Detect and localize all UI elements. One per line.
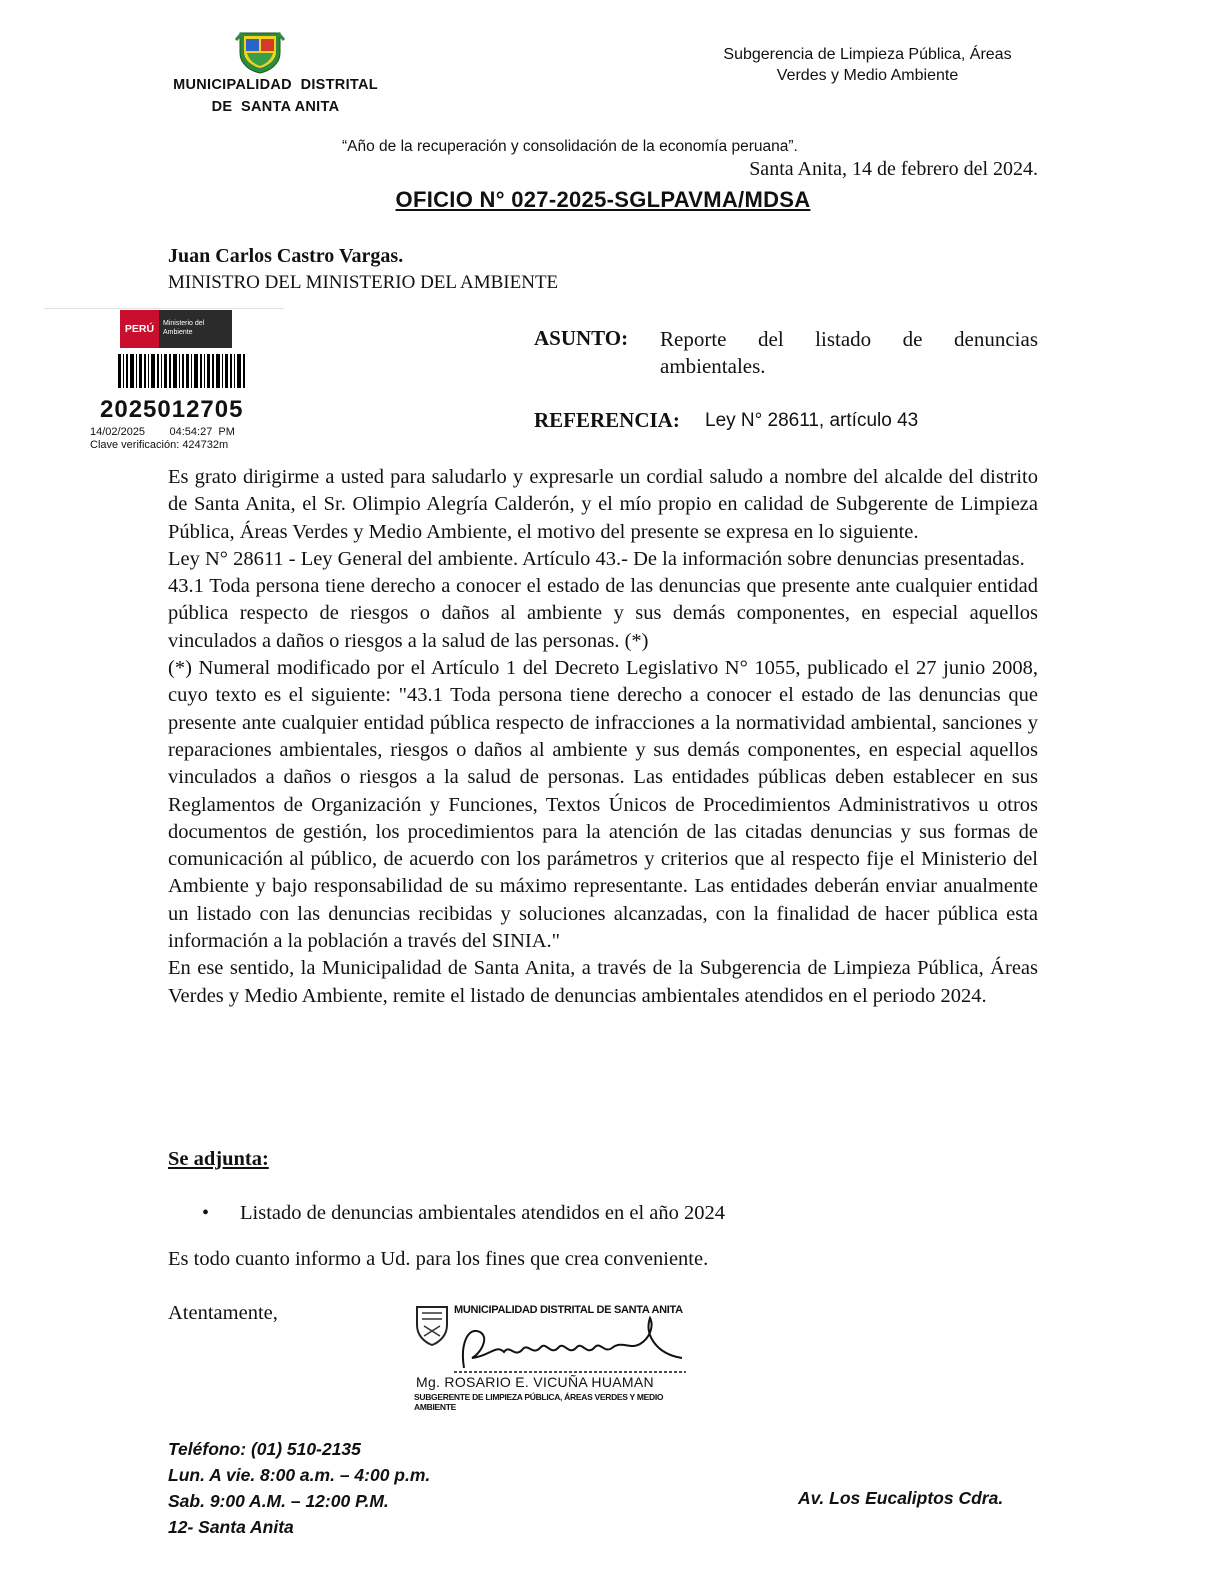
signature-stamp [410, 1300, 690, 1412]
attachments-label: Se adjunta: [168, 1148, 269, 1170]
barcode-icon [118, 354, 248, 388]
reference-label: REFERENCIA: [534, 408, 680, 432]
signer-title: SUBGERENTE DE LIMPIEZA PÚBLICA, ÁREAS VERDES Y MEDIO AMBIENTE [414, 1392, 664, 1412]
municipal-seal-icon [414, 1304, 450, 1348]
footer-weekday-hours: Lun. A vie. 8:00 a.m. – 4:00 p.m. [168, 1465, 431, 1485]
footer-phone: Teléfono: (01) 510-2135 [168, 1439, 361, 1459]
footer-address: Av. Los Eucaliptos Cdra. [798, 1488, 1004, 1508]
registry-date-time: 14/02/2025 04:54:27 PM [90, 426, 235, 438]
peru-label: PERÚ [120, 310, 159, 348]
stamp-divider [44, 308, 284, 309]
body-paragraph-intro: Es grato dirigirme a usted para saludarlo y expresarle un cordial saludo a nombre del alcalde del distrito de Santa Anita, el Sr. Olimpio Alegría Calderón, y el mío propio en calidad de Subgerente de Limpieza Pública, Áreas Verdes y Medio Ambiente, el motivo del presente se expresa en lo siguiente. [168, 466, 1038, 543]
handwritten-signature [450, 1314, 690, 1374]
year-motto: “Año de la recuperación y consolidación de la economía peruana”. [342, 138, 798, 155]
bullet-icon: • [202, 1202, 210, 1224]
footer-saturday-hours: Sab. 9:00 A.M. – 12:00 P.M. [168, 1491, 389, 1511]
signer-name: Mg. ROSARIO E. VICUÑA HUAMAN [416, 1374, 654, 1390]
letter-body [168, 464, 1038, 1010]
body-paragraph-law: Ley N° 28611 - Ley General del ambiente. Artículo 43.- De la información sobre denuncias presentadas. [168, 547, 1025, 570]
municipality-line2: DE SANTA ANITA [211, 99, 340, 115]
footer-district: 12- Santa Anita [168, 1517, 294, 1537]
municipality-name [168, 74, 383, 118]
reception-stamp [44, 308, 284, 454]
peru-ministry-badge [120, 310, 232, 348]
letter-date: Santa Anita, 14 de febrero del 2024. [749, 158, 1038, 180]
subject-label: ASUNTO: [534, 326, 629, 350]
verification-key: Clave verificación: 424732m [90, 439, 229, 451]
document-title: OFICIO N° 027-2025-SGLPAVMA/MDSA [395, 187, 811, 212]
registry-number: 2025012705 [100, 396, 244, 423]
addressee-name: Juan Carlos Castro Vargas. [168, 245, 404, 267]
attachment-item: Listado de denuncias ambientales atendidos en el año 2024 [240, 1202, 726, 1224]
reference-value: Ley N° 28611, artículo 43 [705, 410, 919, 431]
registry-datetime [90, 426, 235, 452]
subgerencia-line2: Verdes y Medio Ambiente [776, 67, 959, 84]
addressee-role: MINISTRO DEL MINISTERIO DEL AMBIENTE [168, 272, 559, 293]
subject-value-line2: ambientales. [660, 354, 766, 378]
body-paragraph-amendment: (*) Numeral modificado por el Artículo 1 del Decreto Legislativo N° 1055, publicado el 27 junio 2008, cuyo texto es el siguiente: "43.1 Toda persona tiene derecho a conocer el estado de las denuncias que presente ante cualquier entidad pública respecto de infracciones a la normatividad ambiental, sanciones y reparaciones ambientales, riesgos o daños al ambiente y sus demás componentes, en especial aquellos vinculados a daños o riesgos a la salud de personas. Las entidades públicas deben establecer en sus Reglamentos de Organización y Funciones, Textos Únicos de Procedimientos Administrativos u otros documentos de gestión, los procedimientos para la atención de las citadas denuncias y sus formas de comunicación al público, de acuerdo con los parámetros y criterios que al respecto fije el Ministerio del Ambiente y bajo responsabilidad de su máximo representante. Las entidades deberán enviar anualmente un listado con las denuncias recibidas y soluciones alcanzadas, con la finalidad de hacer pública esta información a la población a través del SINIA." [168, 657, 1038, 953]
municipal-coat-of-arms-icon [234, 30, 286, 74]
footer-contact [168, 1436, 430, 1540]
body-paragraph-conclusion: En ese sentido, la Municipalidad de Santa Anita, a través de la Subgerencia de Limpieza Pública, Áreas Verdes y Medio Ambiente, remite el listado de denuncias ambientales atendidos en el periodo 2024. [168, 957, 1038, 1007]
ministry-label: Ministerio del Ambiente [163, 320, 205, 336]
subject-value-line1: Reporte del listado de denuncias [660, 327, 1038, 351]
regards-line: Atentamente, [168, 1302, 278, 1324]
closing-line: Es todo cuanto informo a Ud. para los fines que crea conveniente. [168, 1248, 709, 1270]
subgerencia-header [680, 44, 1055, 86]
body-paragraph-article: 43.1 Toda persona tiene derecho a conocer el estado de las denuncias que presente ante cualquier entidad pública respecto de riesgos o daños al ambiente y sus demás componentes, en especial aquellos vinculados a daños o riesgos a la salud de las personas. (*) [168, 575, 1038, 652]
municipality-line1: MUNICIPALIDAD DISTRITAL [173, 77, 378, 93]
seal-entity: MUNICIPALIDAD DISTRITAL DE SANTA ANITA [454, 1304, 683, 1316]
subgerencia-line1: Subgerencia de Limpieza Pública, Áreas [723, 46, 1012, 63]
